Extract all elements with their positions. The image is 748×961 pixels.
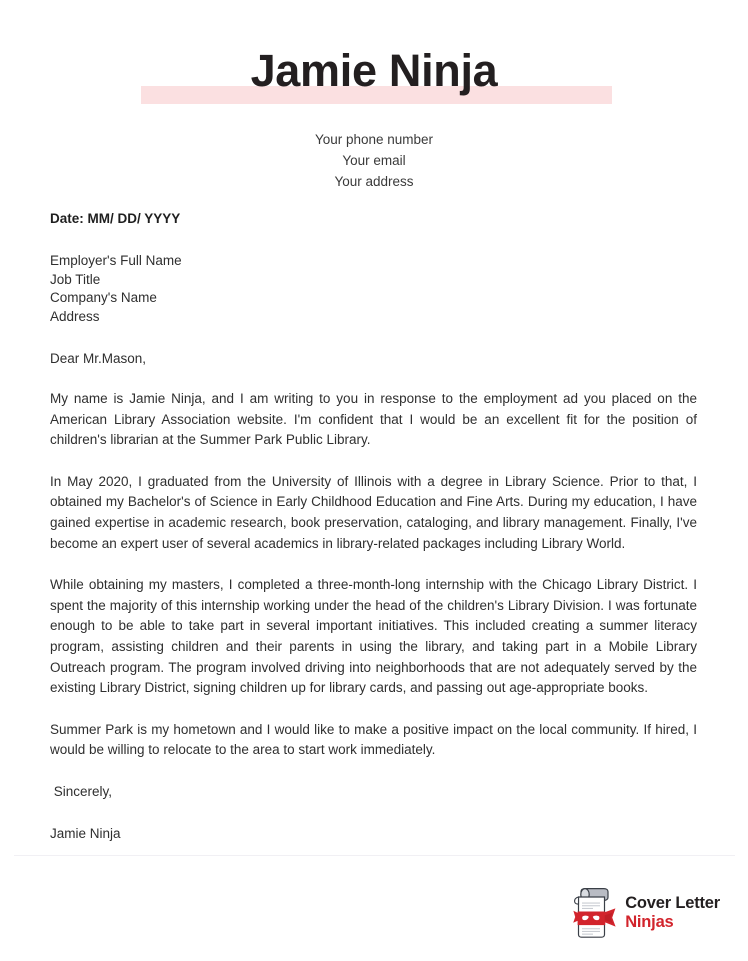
signature-name: Jamie Ninja bbox=[50, 825, 121, 841]
contact-phone: Your phone number bbox=[314, 132, 434, 147]
recipient-job-title: Job Title bbox=[50, 271, 101, 287]
recipient-name: Employer's Full Name bbox=[50, 253, 182, 268]
body-paragraph-1: My name is Jamie Ninja, and I am writing to you in response to the employment ad you placed on the American Library Association website. I'm confident that I would be an excellent fit for the position of children's librarian at the Summer Park Public Library. bbox=[50, 391, 697, 448]
footer-divider bbox=[14, 855, 735, 856]
letter-header bbox=[0, 0, 748, 192]
contact-address: Your address bbox=[334, 174, 414, 189]
signoff: Sincerely, bbox=[50, 783, 113, 799]
recipient-block bbox=[50, 252, 697, 326]
contact-email: Your email bbox=[342, 153, 406, 168]
body-paragraph-3: While obtaining my masters, I completed a three-month-long internship with the Chicago Library District. I spent the majority of this internship working under the head of the children's Library Division. I was fortunate enough to be able to take part in several important initiatives. This included creating a summer literacy program, assisting children and their parents in using the library, and taking part in a Mobile Library Outreach program. The program involved driving into neighborhoods that are not adequately served by the existing Library District, signing children up for library cards, and passing out age-appropriate books. bbox=[50, 577, 697, 696]
recipient-address: Address bbox=[50, 308, 100, 324]
date-line: Date: MM/ DD/ YYYY bbox=[50, 211, 181, 226]
page-title: Jamie Ninja bbox=[250, 45, 498, 96]
body-paragraph-4: Summer Park is my hometown and I would like to make a positive impact on the local community. If hired, I would be willing to relocate to the area to start work immediately. bbox=[50, 721, 697, 758]
recipient-company: Company's Name bbox=[50, 290, 157, 305]
salutation: Dear Mr.Mason, bbox=[50, 351, 147, 366]
brand-logo[interactable] bbox=[568, 888, 720, 938]
brand-line-ninjas: Ninjas bbox=[625, 913, 674, 931]
contact-block bbox=[0, 129, 748, 192]
brand-wordmark bbox=[625, 894, 720, 932]
letter-body bbox=[50, 210, 697, 844]
name-block bbox=[0, 42, 748, 106]
body-paragraph-2: In May 2020, I graduated from the University of Illinois with a degree in Library Science. Prior to that, I obtained my Bachelor's of Science in Early Childhood Education and Fine Arts. During my education, I have gained expertise in academic research, book preservation, cataloging, and library management. Finally, I've become an expert user of several academics in library-related packages including Library World. bbox=[50, 473, 697, 551]
brand-line-cover-letter: Cover Letter bbox=[625, 894, 720, 912]
ninja-document-icon bbox=[568, 888, 616, 938]
